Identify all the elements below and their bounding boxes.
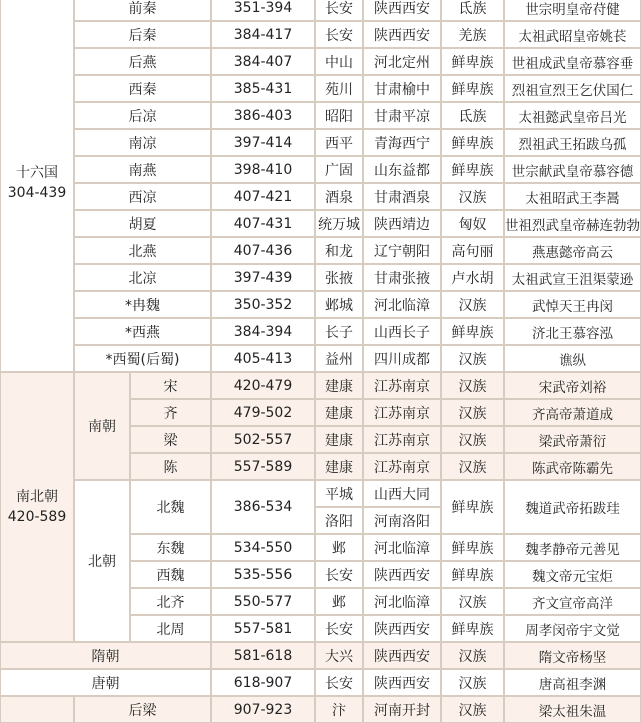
years: 397-414: [211, 129, 315, 156]
ethnic: 汉族: [441, 642, 504, 669]
capital: 长安: [315, 669, 363, 696]
capital: 广固: [315, 156, 363, 183]
ethnic: 汉族: [441, 453, 504, 480]
table-row: [0, 480, 641, 507]
table-row: [0, 264, 641, 291]
founder: 梁武帝萧衍: [504, 426, 641, 453]
ethnic: 氐族: [441, 102, 504, 129]
ethnic: 汉族: [441, 696, 504, 723]
capital: 邺城: [315, 291, 363, 318]
capital: 长安: [315, 0, 363, 21]
table-row: [0, 210, 641, 237]
dynasty-name: 北魏: [130, 480, 211, 534]
dynasty-name: 北齐: [130, 588, 211, 615]
years: 420-479: [211, 372, 315, 399]
founder: 武悼天王冉闵: [504, 291, 641, 318]
founder: 宋武帝刘裕: [504, 372, 641, 399]
table-row: [0, 102, 641, 129]
dynasty-name: 西秦: [74, 75, 211, 102]
years: 351-394: [211, 0, 315, 21]
period-name: 南北朝: [16, 489, 58, 505]
capital: 建康: [315, 372, 363, 399]
location: 山西大同: [363, 480, 441, 507]
location: 山东益都: [363, 156, 441, 183]
years: 907-923: [211, 696, 315, 723]
capital: 酒泉: [315, 183, 363, 210]
capital: 建康: [315, 399, 363, 426]
location: 河南洛阳: [363, 507, 441, 534]
years: 581-618: [211, 642, 315, 669]
location: 四川成都: [363, 345, 441, 372]
location: 陕西西安: [363, 615, 441, 642]
ethnic: 鲜卑族: [441, 615, 504, 642]
location: 陕西西安: [363, 0, 441, 21]
table-row: [0, 642, 641, 669]
capital: 汴: [315, 696, 363, 723]
dynasty-name: 西魏: [130, 561, 211, 588]
location: 江苏南京: [363, 372, 441, 399]
ethnic: 鲜卑族: [441, 561, 504, 588]
founder: 唐高祖李渊: [504, 669, 641, 696]
years: 407-421: [211, 183, 315, 210]
founder: 魏孝静帝元善见: [504, 534, 641, 561]
years: 384-407: [211, 48, 315, 75]
capital: 昭阳: [315, 102, 363, 129]
period-nanbei: [0, 372, 74, 642]
founder: 世祖成武皇帝慕容垂: [504, 48, 641, 75]
capital: 大兴: [315, 642, 363, 669]
capital: 张掖: [315, 264, 363, 291]
location: 甘肃张掖: [363, 264, 441, 291]
dynasty-name: 前秦: [74, 0, 211, 21]
years: 386-534: [211, 480, 315, 534]
years: 534-550: [211, 534, 315, 561]
table-row: [0, 237, 641, 264]
years: 386-403: [211, 102, 315, 129]
location: 辽宁朝阳: [363, 237, 441, 264]
years: 384-417: [211, 21, 315, 48]
years: 407-431: [211, 210, 315, 237]
capital: 长子: [315, 318, 363, 345]
ethnic: 汉族: [441, 345, 504, 372]
capital: 和龙: [315, 237, 363, 264]
years: 557-589: [211, 453, 315, 480]
years: 557-581: [211, 615, 315, 642]
ethnic: 汉族: [441, 291, 504, 318]
dynasty-name: 隋朝: [0, 642, 211, 669]
dynasty-name: 唐朝: [0, 669, 211, 696]
years: 385-431: [211, 75, 315, 102]
location: 河北临漳: [363, 588, 441, 615]
years: 407-436: [211, 237, 315, 264]
dynasty-name: 后燕: [74, 48, 211, 75]
capital: 中山: [315, 48, 363, 75]
founder: 陈武帝陈霸先: [504, 453, 641, 480]
table-row: [0, 21, 641, 48]
years: 405-413: [211, 345, 315, 372]
table-row: [0, 345, 641, 372]
dynasty-name: 北凉: [74, 264, 211, 291]
ethnic: 汉族: [441, 426, 504, 453]
founder: 谯纵: [504, 345, 641, 372]
years: 502-557: [211, 426, 315, 453]
dynasty-name: 后秦: [74, 21, 211, 48]
location: 甘肃榆中: [363, 75, 441, 102]
dynasty-name: 齐: [130, 399, 211, 426]
group-north: 北朝: [74, 480, 130, 642]
dynasty-name: 北周: [130, 615, 211, 642]
founder: 烈祖宣烈王乞伏国仁: [504, 75, 641, 102]
years: 535-556: [211, 561, 315, 588]
location: 河北临漳: [363, 534, 441, 561]
ethnic: 汉族: [441, 669, 504, 696]
ethnic: 鲜卑族: [441, 129, 504, 156]
dynasty-name: *西蜀(后蜀): [74, 345, 211, 372]
capital: 统万城: [315, 210, 363, 237]
location: 甘肃酒泉: [363, 183, 441, 210]
years: 398-410: [211, 156, 315, 183]
capital: 长安: [315, 21, 363, 48]
capital: 西平: [315, 129, 363, 156]
founder: 燕惠懿帝高云: [504, 237, 641, 264]
capital: 平城: [315, 480, 363, 507]
table-row: [0, 48, 641, 75]
capital: 建康: [315, 453, 363, 480]
group-south: 南朝: [74, 372, 130, 480]
founder: 太祖昭武王李暠: [504, 183, 641, 210]
location: 青海西宁: [363, 129, 441, 156]
table-row: [0, 75, 641, 102]
dynasty-name: 东魏: [130, 534, 211, 561]
ethnic: 鲜卑族: [441, 48, 504, 75]
capital: 长安: [315, 615, 363, 642]
capital: 邺: [315, 588, 363, 615]
dynasty-name: 后凉: [74, 102, 211, 129]
capital: 洛阳: [315, 507, 363, 534]
dynasty-name: 陈: [130, 453, 211, 480]
founder: 周孝闵帝宇文觉: [504, 615, 641, 642]
dynasty-name: 西凉: [74, 183, 211, 210]
ethnic: 匈奴: [441, 210, 504, 237]
location: 河北定州: [363, 48, 441, 75]
years: 350-352: [211, 291, 315, 318]
dynasty-name: 胡夏: [74, 210, 211, 237]
years: 550-577: [211, 588, 315, 615]
ethnic: 汉族: [441, 372, 504, 399]
location: 河南开封: [363, 696, 441, 723]
dynasty-name: 北燕: [74, 237, 211, 264]
ethnic: 鲜卑族: [441, 318, 504, 345]
location: 陕西西安: [363, 21, 441, 48]
table-row: [0, 372, 641, 399]
founder: 隋文帝杨坚: [504, 642, 641, 669]
capital: 长安: [315, 561, 363, 588]
founder: 世祖烈武皇帝赫连勃勃: [504, 210, 641, 237]
ethnic: 高句丽: [441, 237, 504, 264]
founder: 济北王慕容泓: [504, 318, 641, 345]
capital: 建康: [315, 426, 363, 453]
founder: 世宗明皇帝苻健: [504, 0, 641, 21]
location: 江苏南京: [363, 426, 441, 453]
founder: 烈祖武王拓跋乌孤: [504, 129, 641, 156]
years: 618-907: [211, 669, 315, 696]
location: 陕西西安: [363, 669, 441, 696]
location: 江苏南京: [363, 399, 441, 426]
years: 479-502: [211, 399, 315, 426]
ethnic: 汉族: [441, 588, 504, 615]
period-wudai: [0, 696, 74, 723]
capital: 苑川: [315, 75, 363, 102]
ethnic: 羌族: [441, 21, 504, 48]
ethnic: 鲜卑族: [441, 75, 504, 102]
capital: 邺: [315, 534, 363, 561]
location: 陕西靖边: [363, 210, 441, 237]
dynasty-name: *冉魏: [74, 291, 211, 318]
years: 384-394: [211, 318, 315, 345]
table-row: [0, 318, 641, 345]
founder: 梁太祖朱温: [504, 696, 641, 723]
table-row: [0, 129, 641, 156]
founder: 太祖懿武皇帝吕光: [504, 102, 641, 129]
ethnic: 鲜卑族: [441, 480, 504, 534]
dynasty-name: *西燕: [74, 318, 211, 345]
dynasty-name: 梁: [130, 426, 211, 453]
founder: 魏道武帝拓跋珪: [504, 480, 641, 534]
period-range: 420-589: [7, 509, 67, 525]
ethnic: 氐族: [441, 0, 504, 21]
period-range: 304-439: [7, 185, 67, 201]
dynasty-name: 宋: [130, 372, 211, 399]
table-row: [0, 291, 641, 318]
founder: 齐文宣帝高洋: [504, 588, 641, 615]
founder: 齐高帝萧道成: [504, 399, 641, 426]
location: 河北临漳: [363, 291, 441, 318]
founder: 魏文帝元宝炬: [504, 561, 641, 588]
ethnic: 汉族: [441, 183, 504, 210]
founder: 世宗献武皇帝慕容德: [504, 156, 641, 183]
location: 山西长子: [363, 318, 441, 345]
location: 江苏南京: [363, 453, 441, 480]
table-row: [0, 669, 641, 696]
dynasty-name: 南凉: [74, 129, 211, 156]
location: 陕西西安: [363, 561, 441, 588]
ethnic: 鲜卑族: [441, 156, 504, 183]
founder: 太祖武宣王沮渠蒙逊: [504, 264, 641, 291]
table-row: [0, 0, 641, 21]
dynasty-name: 后梁: [74, 696, 211, 723]
period-name: 十六国: [16, 165, 58, 181]
years: 397-439: [211, 264, 315, 291]
table-row: [0, 156, 641, 183]
ethnic: 汉族: [441, 399, 504, 426]
table-row: [0, 183, 641, 210]
ethnic: 鲜卑族: [441, 534, 504, 561]
ethnic: 卢水胡: [441, 264, 504, 291]
founder: 太祖武昭皇帝姚苌: [504, 21, 641, 48]
period-sixteen-kingdoms: [0, 0, 74, 372]
capital: 益州: [315, 345, 363, 372]
table-row: [0, 696, 641, 723]
location: 甘肃平凉: [363, 102, 441, 129]
dynasty-name: 南燕: [74, 156, 211, 183]
location: 陕西西安: [363, 642, 441, 669]
